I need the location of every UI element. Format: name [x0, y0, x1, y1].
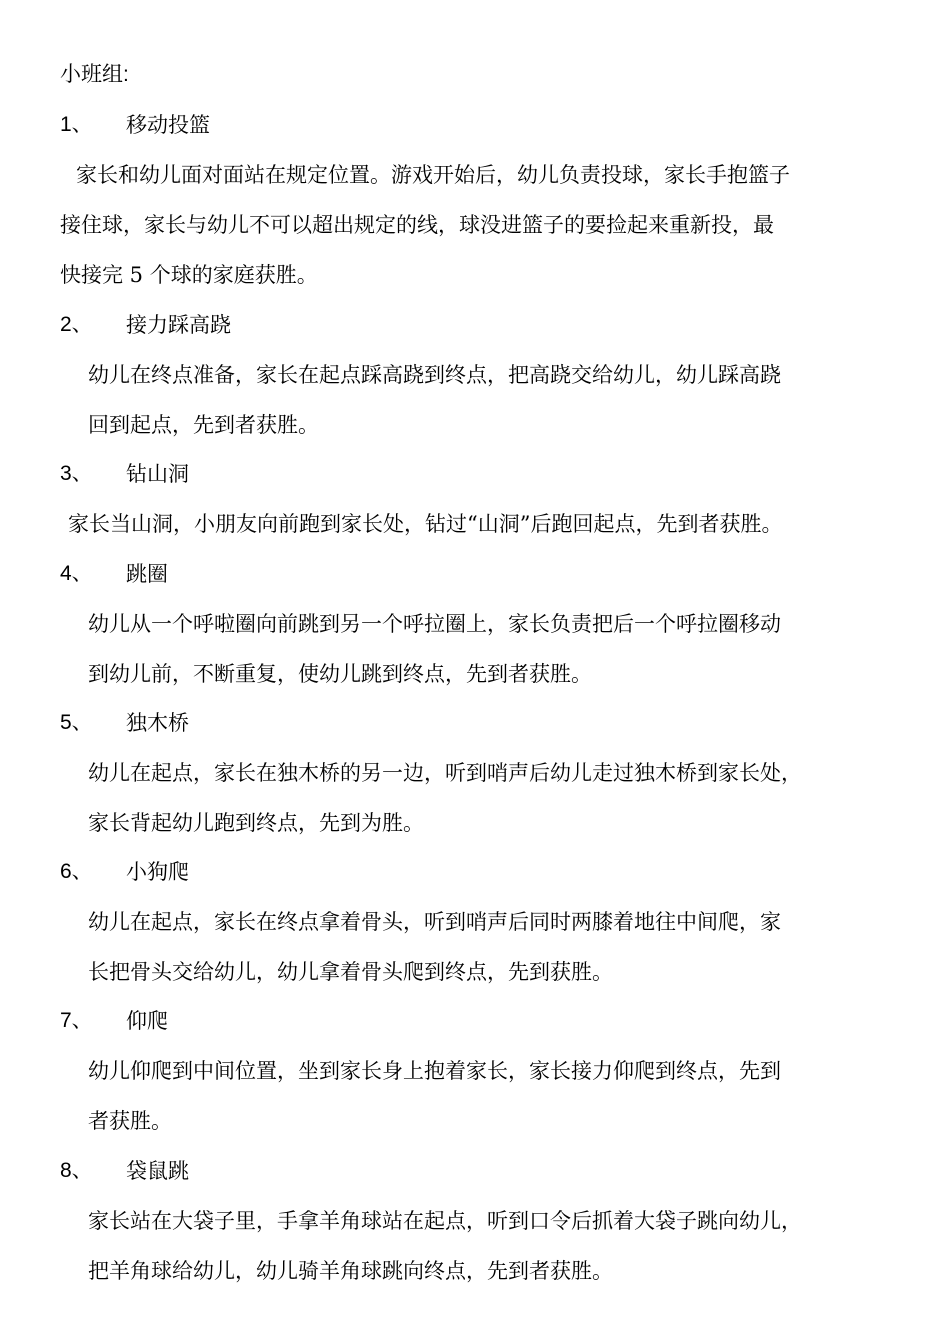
item-number: 8、 — [60, 1159, 93, 1182]
item-text-line: 长把骨头交给幼儿，幼儿拿着骨头爬到终点，先到获胜。 — [88, 960, 613, 984]
item-number: 7、 — [60, 1009, 93, 1032]
item-text-line: 家长和幼儿面对面站在规定位置。游戏开始后，幼儿负责投球，家长手抱篮子 — [76, 163, 790, 187]
item-title: 钻山洞 — [126, 462, 189, 486]
item-text-line: 幼儿在起点，家长在终点拿着骨头，听到哨声后同时两膝着地往中间爬，家 — [88, 910, 781, 934]
item-number: 6、 — [60, 860, 93, 883]
item-text-line: 幼儿仰爬到中间位置，坐到家长身上抱着家长，家长接力仰爬到终点，先到 — [88, 1059, 781, 1083]
item-text-line: 接住球，家长与幼儿不可以超出规定的线，球没进篮子的要捡起来重新投，最 — [60, 213, 774, 237]
group-title: 小班组: — [60, 63, 129, 86]
item-title: 移动投篮 — [126, 113, 210, 137]
item-text-line: 幼儿在起点，家长在独木桥的另一边，听到哨声后幼儿走过独木桥到家长处， — [88, 761, 802, 785]
item-text-line: 者获胜。 — [88, 1109, 172, 1133]
item-number: 5、 — [60, 711, 93, 734]
item-number: 3、 — [60, 462, 93, 485]
item-text-line: 家长站在大袋子里，手拿羊角球站在起点，听到口令后抓着大袋子跳向幼儿， — [88, 1209, 802, 1233]
item-title: 跳圈 — [126, 562, 168, 586]
item-title: 袋鼠跳 — [126, 1159, 189, 1183]
item-text-line: 把羊角球给幼儿，幼儿骑羊角球跳向终点，先到者获胜。 — [88, 1259, 613, 1283]
item-title: 仰爬 — [126, 1009, 168, 1033]
item-title: 小狗爬 — [126, 860, 189, 884]
item-title: 接力踩高跷 — [126, 313, 231, 337]
item-text-line: 家长背起幼儿跑到终点，先到为胜。 — [88, 811, 424, 835]
item-text-line: 幼儿从一个呼啦圈向前跳到另一个呼拉圈上，家长负责把后一个呼拉圈移动 — [88, 612, 781, 636]
item-text-line: 回到起点，先到者获胜。 — [88, 413, 319, 437]
item-text-line: 快接完 5 个球的家庭获胜。 — [60, 263, 318, 287]
item-number: 2、 — [60, 313, 93, 336]
item-number: 4、 — [60, 562, 93, 585]
item-text-line: 幼儿在终点准备，家长在起点踩高跷到终点，把高跷交给幼儿，幼儿踩高跷 — [88, 363, 781, 387]
item-text-line: 家长当山洞，小朋友向前跑到家长处，钻过“山洞”后跑回起点，先到者获胜。 — [68, 512, 783, 536]
item-title: 独木桥 — [126, 711, 189, 735]
item-text-line: 到幼儿前，不断重复，使幼儿跳到终点，先到者获胜。 — [88, 662, 592, 686]
item-number: 1、 — [60, 113, 93, 136]
